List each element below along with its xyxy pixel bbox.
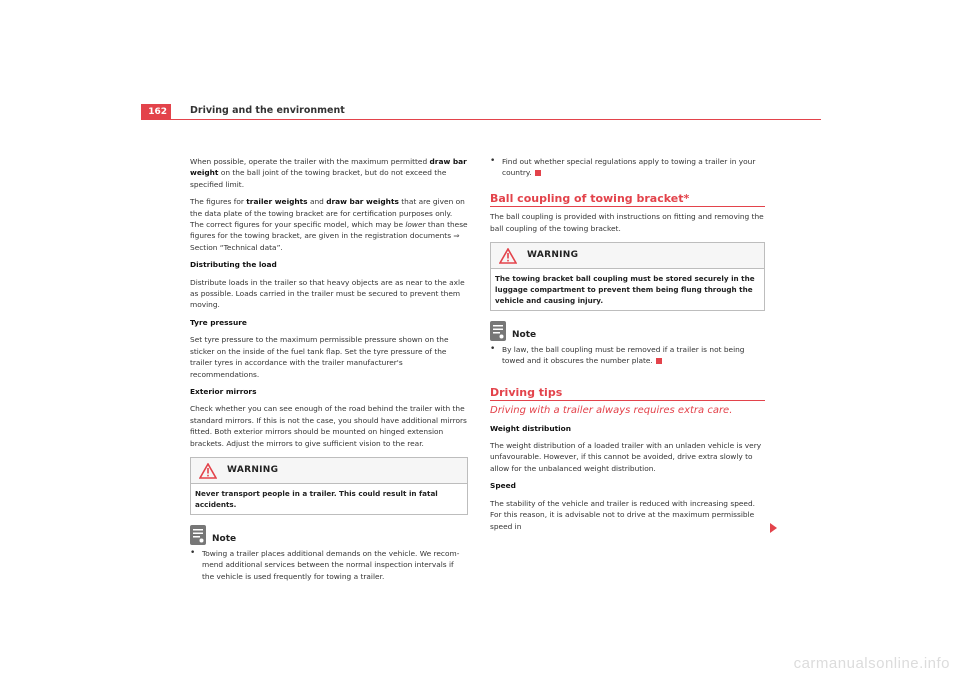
note-title: Note <box>212 533 237 544</box>
paragraph-mirrors: Check whether you can see enough of the road behind the trailer with the standard mirrors. If this is not the case, you should have additional mirrors fitted. Both exterior mirrors should be mounted on hinged extension brackets. Adjust the mirrors to give sufficient vision to the rear. <box>190 404 467 448</box>
heading-load: Distributing the load <box>190 260 277 270</box>
section-title-ball-coupling: Ball coupling of towing bracket* <box>490 193 765 207</box>
heading-weight-distribution: Weight distribution <box>490 423 571 433</box>
warning-text: The towing bracket ball coupling must be stored securely in the luggage compartment to prevent them being flung through the vehicle and causing injury. <box>495 274 755 306</box>
note-header <box>490 321 765 341</box>
paragraph-speed: The stability of the vehicle and trailer is reduced with increasing speed. For this reason, it is advisable not to drive at the maximum permissible speed in <box>490 498 756 531</box>
heading-mirrors: Exterior mirrors <box>190 386 257 396</box>
note-header <box>190 525 468 545</box>
warning-header <box>191 458 467 484</box>
paragraph-tyre: Set tyre pressure to the maximum permissible pressure shown on the sticker on the inside of the fuel tank flap. Set the tyre pressure of the trailer tyres in accordance with the trailer manufacturer's recommendations. <box>190 335 449 379</box>
paragraph-ball-coupling: The ball coupling is provided with instructions on fitting and removing the ball coupling of the towing bracket. <box>490 212 764 233</box>
left-column <box>190 156 468 582</box>
right-column <box>490 156 765 532</box>
bullet-icon: • <box>490 344 496 355</box>
note-bullet-right: • By law, the ball coupling must be removed if a trailer is not being towed and it obscures the number plate. <box>490 344 745 366</box>
paragraph-trailer-weights: The figures for trailer weights and draw bar weights that are given on the data plate of the towing bracket are for certification purposes only. The correct figures for your specific model, which may be lower than these figures for the towing bracket, are given in the registration documents ⇒ Section “Technical data”. <box>190 197 468 252</box>
warning-title: WARNING <box>227 465 279 476</box>
heading-tyre: Tyre pressure <box>190 317 247 327</box>
watermark: carmanualsonline.info <box>793 655 950 672</box>
bullet-icon: • <box>490 156 496 166</box>
note-icon <box>190 525 206 545</box>
warning-box-right <box>490 242 765 311</box>
heading-speed: Speed <box>490 481 516 491</box>
warning-box-left <box>190 457 468 515</box>
running-head: Driving and the environment <box>190 105 345 116</box>
warning-triangle-icon <box>199 463 217 479</box>
paragraph-weight-distribution: The weight distribution of a loaded trailer with an unladen vehicle is very unfavourable. However, if this cannot be avoided, drive extra slowly to allow for the unbalanced weight distribution. <box>490 441 762 473</box>
bullet-regulations: • Find out whether special regulations apply to towing a trailer in your country. <box>490 156 756 178</box>
paragraph-load: Distribute loads in the trailer so that heavy objects are as near to the axle as possible. Loads carried in the trailer must be secured to prevent them moving. <box>190 277 465 310</box>
warning-text: Never transport people in a trailer. This could result in fatal accidents. <box>195 488 438 509</box>
paragraph-draw-bar: When possible, operate the trailer with the maximum permitted draw bar weight on the ball joint of the towing bracket, but do not exceed the specified limit. <box>190 157 467 189</box>
note-title: Note <box>512 329 537 340</box>
note-bullet-left: • Towing a trailer places additional demands on the vehicle. We recom-mend additional services between the normal inspection intervals if the vehicle is used frequently for towing a trailer. <box>190 547 460 581</box>
section-subtitle-driving-tips: Driving with a trailer always requires extra care. <box>490 405 733 417</box>
section-title-driving-tips: Driving tips <box>490 387 765 401</box>
note-icon <box>490 321 506 341</box>
bullet-icon: • <box>190 547 196 558</box>
continue-arrow-icon <box>770 523 777 533</box>
end-of-section-icon <box>656 358 662 364</box>
warning-triangle-icon <box>499 248 517 264</box>
header-rule <box>171 119 821 120</box>
end-of-section-icon <box>535 170 541 176</box>
warning-header <box>491 243 764 269</box>
page-number: 162 <box>141 104 171 120</box>
warning-title: WARNING <box>527 250 579 261</box>
